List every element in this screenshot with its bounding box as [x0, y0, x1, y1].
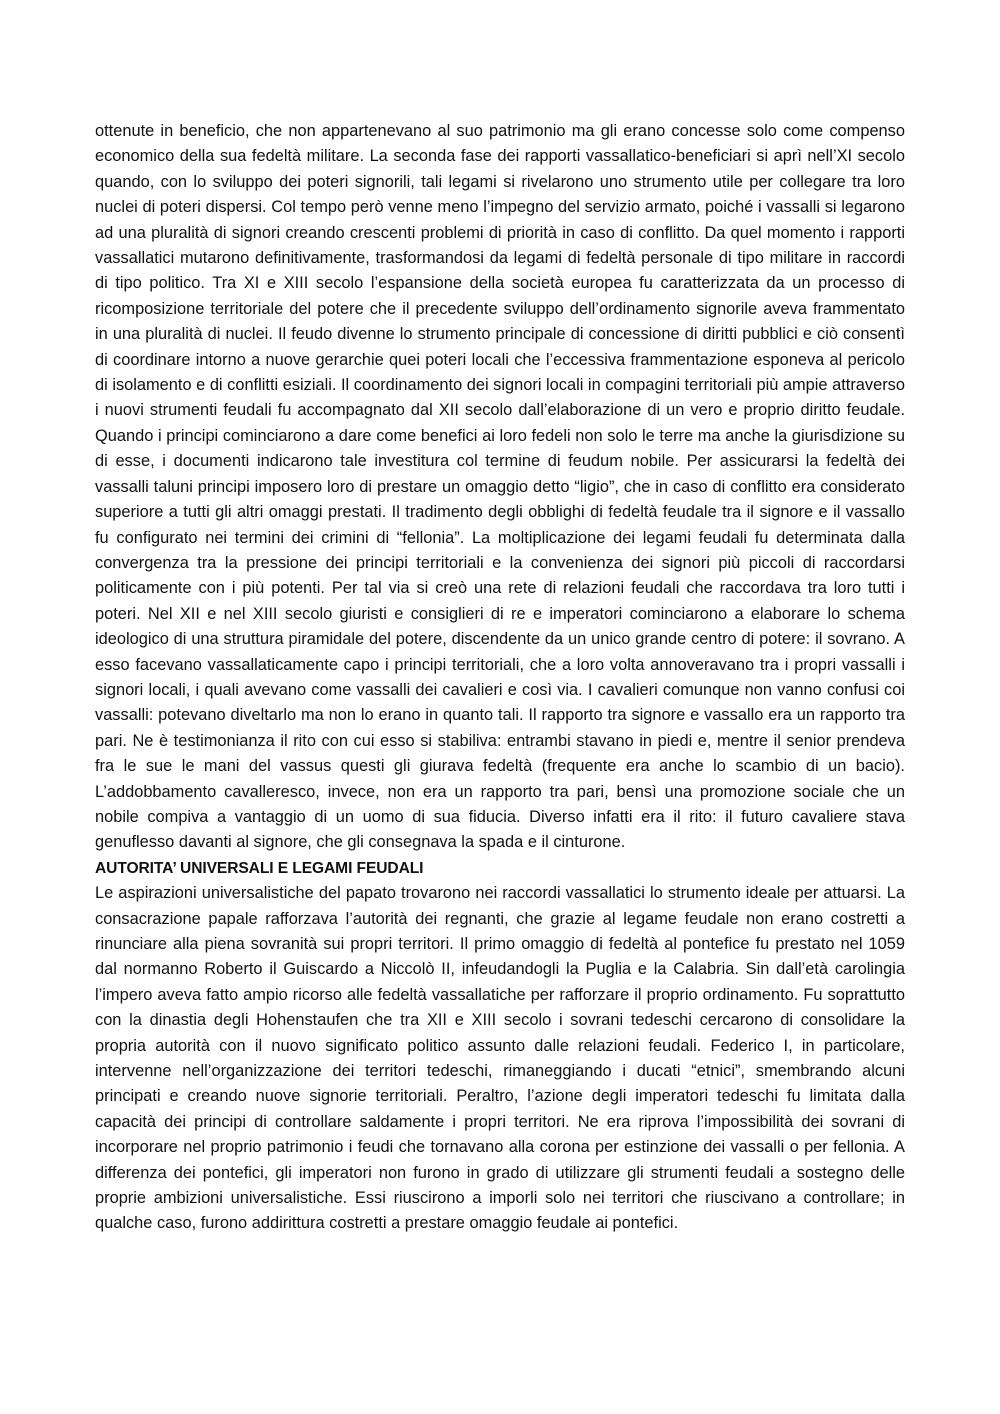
- document-page: [95, 119, 905, 1237]
- section-heading: AUTORITA’ UNIVERSALI E LEGAMI FEUDALI: [95, 859, 424, 877]
- body-paragraph: Le aspirazioni universalistiche del papato trovarono nei raccordi vassallatici lo strumento ideale per attuarsi. La consacrazione papale rafforzava l’autorità dei regnanti, che grazie al legame feudale non erano costretti a rinunciare alla piena sovranità sui propri territori. Il primo omaggio di fedeltà al pontefice fu prestato nel 1059 dal normanno Roberto il Guiscardo a Niccolò II, infeudandogli la Puglia e la Calabria. Sin dall’età carolingia l’impero aveva fatto ampio ricorso alle fedeltà vassallatiche per rafforzare il proprio ordinamento. Fu soprattutto con la dinastia degli Hohenstaufen che tra XII e XIII secolo i sovrani tedeschi cercarono di consolidare la propria autorità con il nuovo significato politico assunto dalle relazioni feudali. Federico I, in particolare, intervenne nell’organizzazione dei territori tedeschi, rimaneggiando i ducati “etnici”, smembrando alcuni principati e creando nuove signorie territoriali. Peraltro, l’azione degli imperatori tedeschi fu limitata dalla capacità dei principi di controllare saldamente i propri territori. Ne era riprova l’impossibilità dei sovrani di incorporare nel proprio patrimonio i feudi che tornavano alla corona per estinzione dei vassalli o per fellonia. A differenza dei pontefici, gli imperatori non furono in grado di utilizzare gli strumenti feudali a sostegno delle proprie ambizioni universalistiche. Essi riuscirono a imporli solo nei territori che riuscivano a controllare; in qualche caso, furono addirittura costretti a prestare omaggio feudale ai pontefici.: [95, 884, 905, 1233]
- body-paragraph: ottenute in beneficio, che non appartenevano al suo patrimonio ma gli erano concesse solo come compenso economico della sua fedeltà militare. La seconda fase dei rapporti vassallatico-beneficiari si aprì nell’XI secolo quando, con lo sviluppo dei poteri signorili, tali legami si rivelarono uno strumento utile per collegare tra loro nuclei di poteri dispersi. Col tempo però venne meno l’impegno del servizio armato, poiché i vassalli si legarono ad una pluralità di signori creando crescenti problemi di priorità in caso di conflitto. Da quel momento i rapporti vassallatici mutarono definitivamente, trasformandosi da legami di fedeltà personale di tipo militare in raccordi di tipo politico. Tra XI e XIII secolo l’espansione della società europea fu caratterizzata da un processo di ricomposizione territoriale del potere che il precedente sviluppo dell’ordinamento signorile aveva frammentato in una pluralità di nuclei. Il feudo divenne lo strumento principale di concessione di diritti pubblici e ciò consentì di coordinare intorno a nuove gerarchie quei poteri locali che l’eccessiva frammentazione esponeva al pericolo di isolamento e di conflitti esiziali. Il coordinamento dei signori locali in compagini territoriali più ampie attraverso i nuovi strumenti feudali fu accompagnato dal XII secolo dall’elaborazione di un vero e proprio diritto feudale. Quando i principi cominciarono a dare come benefici ai loro fedeli non solo le terre ma anche la giurisdizione su di esse, i documenti indicarono tale investitura col termine di feudum nobile. Per assicurarsi la fedeltà dei vassalli taluni principi imposero loro di prestare un omaggio detto “ligio”, che in caso di conflitto era considerato superiore a tutti gli altri omaggi prestati. Il tradimento degli obblighi di fedeltà feudale tra il signore e il vassallo fu configurato nei termini dei crimini di “fellonia”. La moltiplicazione dei legami feudali fu determinata dalla convergenza tra la pressione dei principi territoriali e la convenienza dei signori più piccoli di raccordarsi politicamente con i più potenti. Per tal via si creò una rete di relazioni feudali che raccordava tra loro tutti i poteri. Nel XII e nel XIII secolo giuristi e consiglieri di re e imperatori cominciarono a elaborare lo schema ideologico di una struttura piramidale del potere, discendente da un unico grande centro di potere: il sovrano. A esso facevano vassallaticamente capo i principi territoriali, che a loro volta annoveravano tra i propri vassalli i signori locali, i quali avevano come vassalli dei cavalieri e così via. I cavalieri comunque non vanno confusi coi vassalli: potevano diveltarlo ma non lo erano in quanto tali. Il rapporto tra signore e vassallo era un rapporto tra pari. Ne è testimonianza il rito con cui esso si stabiliva: entrambi stavano in piedi e, mentre il senior prendeva fra le sue le mani del vassus questi gli giurava fedeltà (frequente era anche lo scambio di un bacio). L’addobbamento cavalleresco, invece, non era un rapporto tra pari, bensì una promozione sociale che un nobile compiva a vantaggio di un uomo di sua fiducia. Diverso infatti era il rito: il futuro cavaliere stava genuflesso davanti al signore, che gli consegnava la spada e il cinturone.: [95, 122, 905, 852]
